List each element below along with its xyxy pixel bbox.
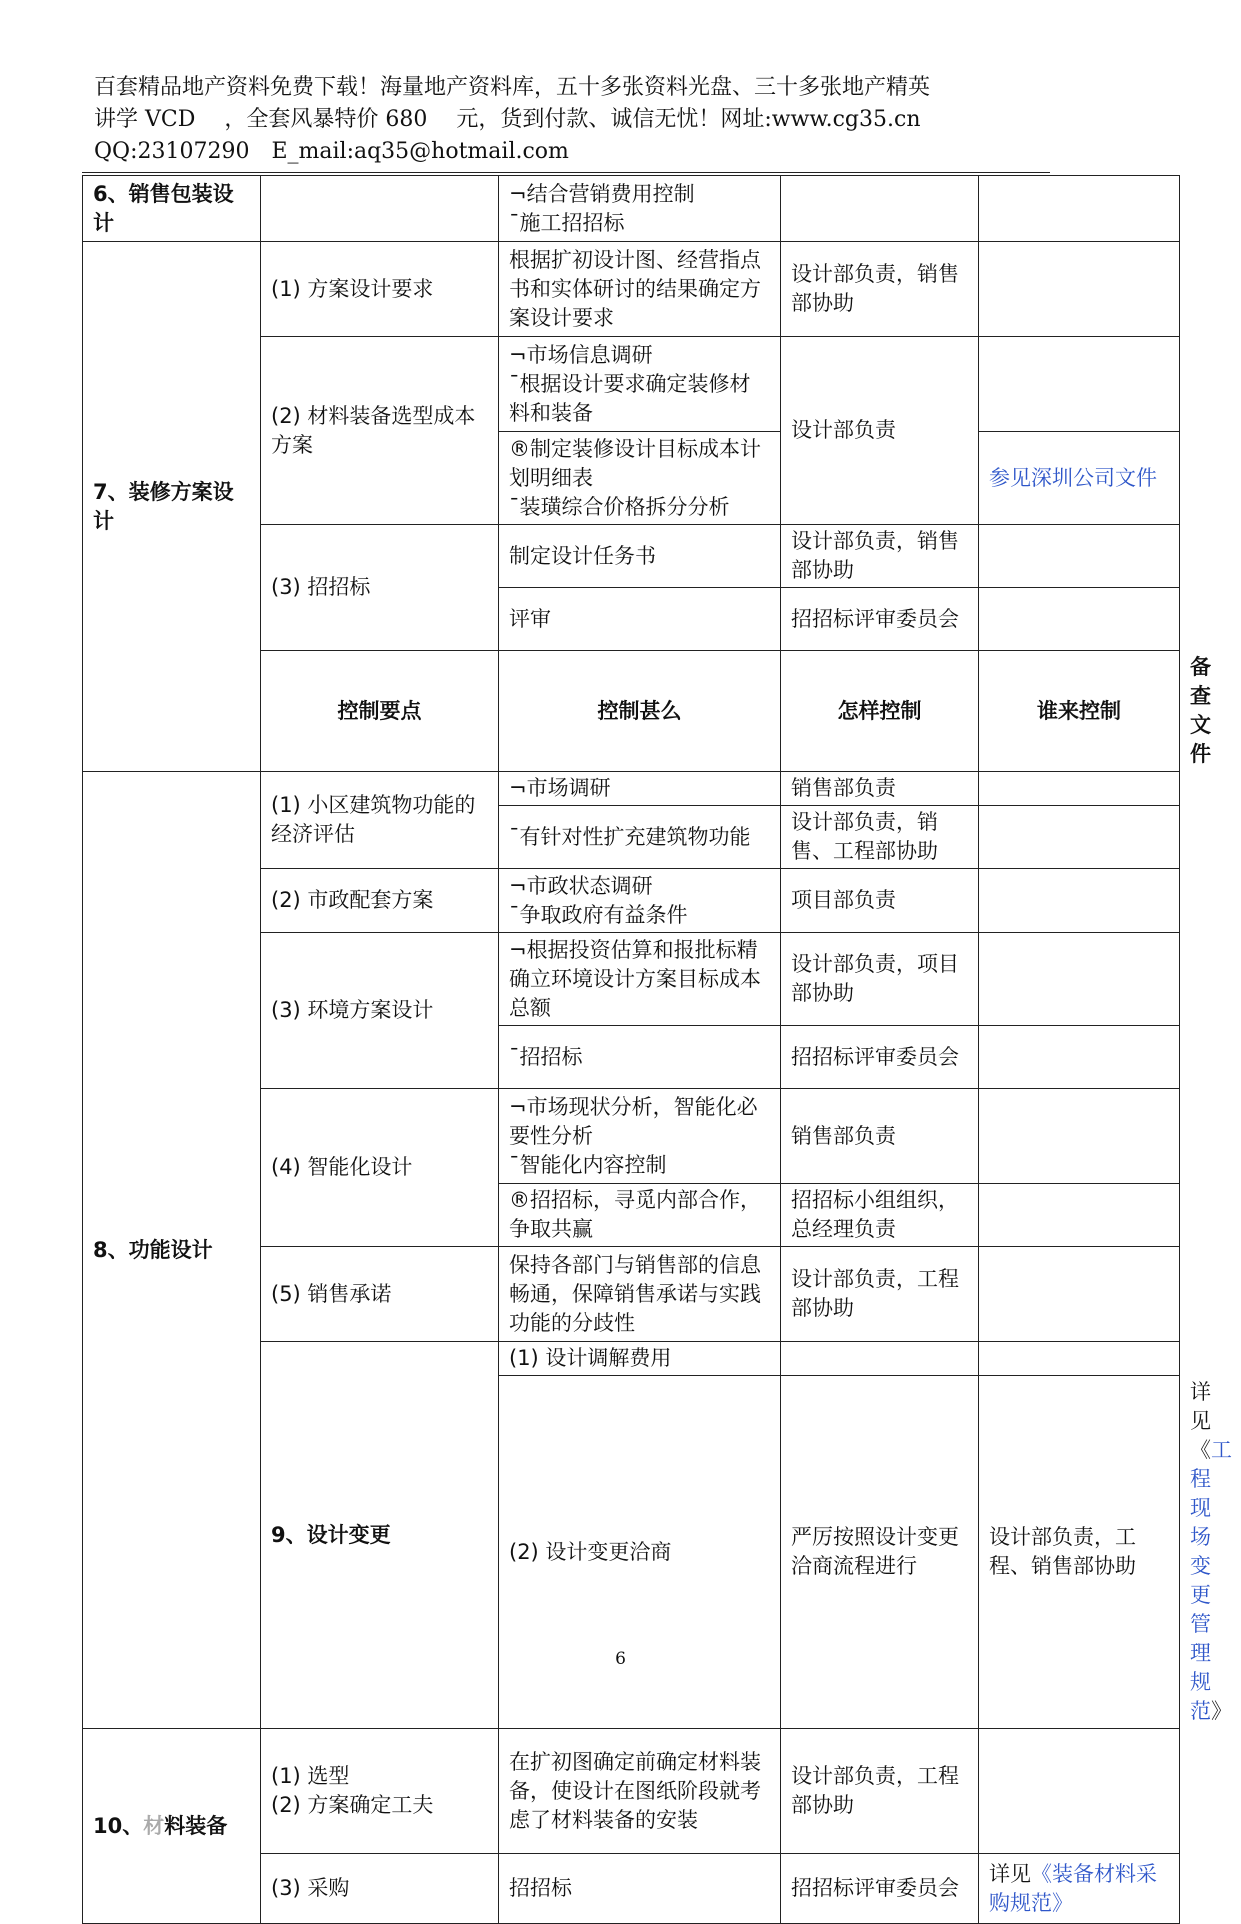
section-title-part: 材 xyxy=(143,1813,165,1838)
cell-what xyxy=(261,176,499,242)
header-control-point: 控制要点 xyxy=(261,651,499,772)
cell-how: 招招标 xyxy=(499,1854,781,1924)
cell-what: (1) 小区建筑物功能的经济评估 xyxy=(261,772,499,869)
cell-doc xyxy=(979,337,1180,432)
cell-how: ¬根据投资估算和报批标精确立环境设计方案目标成本总额 xyxy=(499,933,781,1026)
cell-who: 设计部负责 xyxy=(781,337,979,525)
cell-who: 设计部负责，销售部协助 xyxy=(781,525,979,588)
cell-what: (2) 设计变更洽商 xyxy=(499,1376,781,1729)
cell-who: 设计部负责，项目部协助 xyxy=(781,933,979,1026)
cell-how xyxy=(781,1342,979,1376)
cell-doc xyxy=(979,176,1180,242)
table-header-row: 控制要点 控制甚么 怎样控制 谁来控制 备查文件 xyxy=(83,651,1180,772)
cell-what: (4) 智能化设计 xyxy=(261,1089,499,1247)
cell-who: 招招标小组组织，总经理负责 xyxy=(781,1184,979,1247)
table-row xyxy=(83,772,1180,806)
cell-what: (1) 方案设计要求 xyxy=(261,242,499,337)
header-how-control: 怎样控制 xyxy=(781,651,979,772)
cell-doc xyxy=(979,772,1180,806)
reference-link[interactable]: 参见深圳公司文件 xyxy=(979,432,1180,525)
cell-doc xyxy=(979,588,1180,651)
section-title: 8、功能设计 xyxy=(83,772,261,1729)
header-line-2: 讲学 VCD ，全套风暴特价 680 元，货到付款、诚信无忧！网址:www.cg35.cn xyxy=(94,107,921,132)
cell-who xyxy=(781,176,979,242)
cell-how: ¯招招标 xyxy=(499,1026,781,1089)
cell-how: ¬市政状态调研 ¯争取政府有益条件 xyxy=(499,869,781,933)
cell-doc xyxy=(979,525,1180,588)
cell-doc xyxy=(979,1026,1180,1089)
table-row xyxy=(83,1729,1180,1854)
section-title-part: 料装备 xyxy=(164,1813,228,1838)
cell-doc xyxy=(979,1729,1180,1854)
cell-how: 根据扩初设计图、经营指点书和实体研讨的结果确定方案设计要求 xyxy=(499,242,781,337)
cell-who: 设计部负责，工程部协助 xyxy=(781,1729,979,1854)
cell-how: ¬市场信息调研 ¯根据设计要求确定装修材料和装备 xyxy=(499,337,781,432)
section-title: 9、设计变更 xyxy=(261,1342,499,1729)
cell-how: ®招招标，寻觅内部合作，争取共赢 xyxy=(499,1184,781,1247)
cell-what: (3) 采购 xyxy=(261,1854,499,1924)
header-line-3: QQ:23107290 E_mail:aq35@hotmail.com xyxy=(94,139,569,164)
cell-how: 在扩初图确定前确定材料装备，使设计在图纸阶段就考虑了材料装备的安装 xyxy=(499,1729,781,1854)
cell-how: ¬结合营销费用控制 ¯施工招招标 xyxy=(499,176,781,242)
cell-how: 评审 xyxy=(499,588,781,651)
cell-what: (3) 环境方案设计 xyxy=(261,933,499,1089)
cell-what: (3) 招招标 xyxy=(261,525,499,651)
cell-doc xyxy=(979,806,1180,869)
cell-who: 设计部负责，工程、销售部协助 xyxy=(979,1376,1180,1729)
section-title: 6、销售包装设计 xyxy=(83,176,261,242)
reference-prefix: 详见 xyxy=(989,1861,1031,1886)
cell-what: (1) 设计调解费用 xyxy=(499,1342,781,1376)
cell-who: 招招标评审委员会 xyxy=(781,1026,979,1089)
cell-doc xyxy=(979,1184,1180,1247)
cell-how: ¯有针对性扩充建筑物功能 xyxy=(499,806,781,869)
cell-doc xyxy=(979,1247,1180,1342)
cell-who: 设计部负责，销售部协助 xyxy=(781,242,979,337)
reference-suffix: 》 xyxy=(1211,1699,1232,1723)
section-title: 7、装修方案设计 xyxy=(83,242,261,772)
cell-who: 设计部负责，工程部协助 xyxy=(781,1247,979,1342)
cell-what: (2) 材料装备选型成本方案 xyxy=(261,337,499,525)
cell-who: 招招标评审委员会 xyxy=(781,588,979,651)
section-title xyxy=(83,1729,261,1924)
cell-doc xyxy=(979,1089,1180,1184)
cell-how: 保持各部门与销售部的信息畅通，保障销售承诺与实践功能的分歧性 xyxy=(499,1247,781,1342)
header-who-controls: 谁来控制 xyxy=(979,651,1180,772)
cell-how: ¬市场调研 xyxy=(499,772,781,806)
cell-what: (1) 选型 (2) 方案确定工夫 xyxy=(261,1729,499,1854)
cell-doc xyxy=(979,1854,1180,1924)
header-control-what: 控制甚么 xyxy=(499,651,781,772)
table-row xyxy=(83,242,1180,337)
reference-link[interactable]: 《装备材料采购规范》 xyxy=(989,1861,1157,1915)
reference-prefix: 详见《 xyxy=(1190,1380,1211,1462)
cell-how: ¬市场现状分析，智能化必要性分析 ¯智能化内容控制 xyxy=(499,1089,781,1184)
cell-who: 销售部负责 xyxy=(781,772,979,806)
cell-what: (2) 市政配套方案 xyxy=(261,869,499,933)
cell-doc xyxy=(979,869,1180,933)
cell-how: 严厉按照设计变更洽商流程进行 xyxy=(781,1376,979,1729)
cell-who: 招招标评审委员会 xyxy=(781,1854,979,1924)
cell-what: (5) 销售承诺 xyxy=(261,1247,499,1342)
cell-doc xyxy=(979,933,1180,1026)
cell-who xyxy=(979,1342,1180,1376)
cell-doc xyxy=(979,242,1180,337)
header-divider xyxy=(82,172,1050,173)
section-title-part: 10、 xyxy=(93,1813,144,1838)
cell-who: 销售部负责 xyxy=(781,1089,979,1184)
cell-how: ®制定装修设计目标成本计划明细表 ¯装璜综合价格拆分分析 xyxy=(499,432,781,525)
cell-who: 项目部负责 xyxy=(781,869,979,933)
cell-how: 制定设计任务书 xyxy=(499,525,781,588)
page-number: 6 xyxy=(615,1649,626,1669)
header-line-1: 百套精品地产资料免费下载！海量地产资料库，五十多张资料光盘、三十多张地产精英 xyxy=(94,75,931,100)
cell-who: 设计部负责，销售、工程部协助 xyxy=(781,806,979,869)
reference-link[interactable]: 工程现场变更管理规范 xyxy=(1190,1438,1232,1723)
page-header xyxy=(94,72,1054,168)
table-row xyxy=(83,176,1180,242)
